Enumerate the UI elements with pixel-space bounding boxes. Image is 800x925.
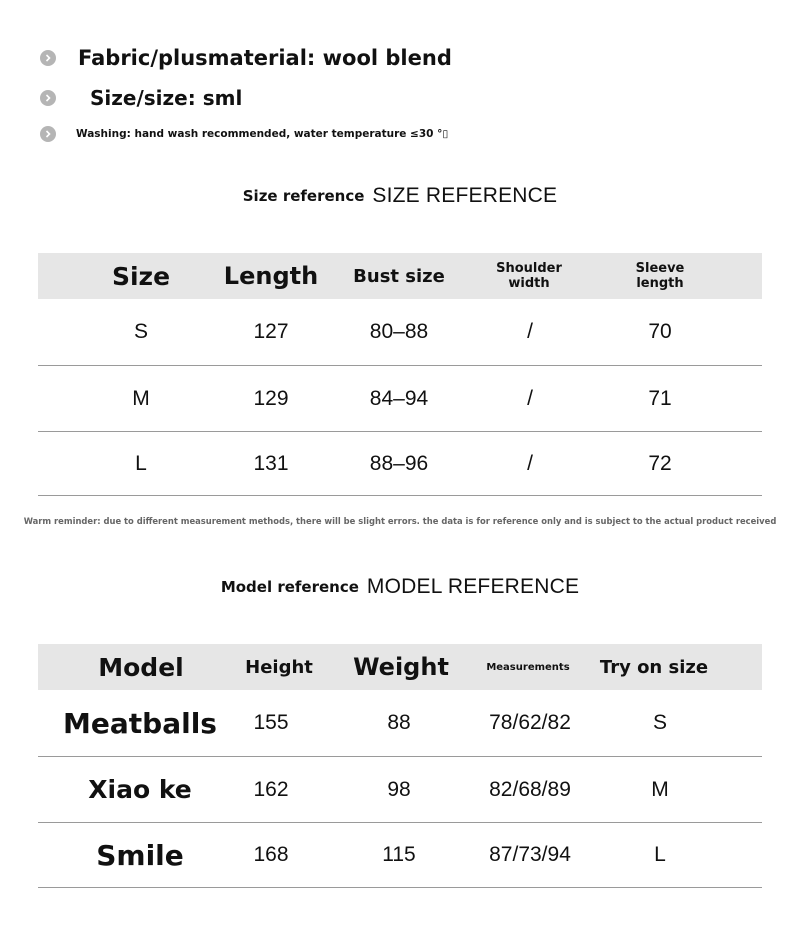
cell-model: Meatballs [63, 706, 217, 740]
cell-length: 129 [253, 386, 289, 410]
header-bust: Bust size [353, 265, 445, 287]
cell-shoulder: / [527, 320, 533, 343]
cell-size: S [133, 320, 148, 343]
cell-measurements: 82/68/89 [489, 777, 571, 801]
header-weight: Weight [353, 653, 449, 681]
cell-model: Smile [96, 838, 184, 872]
washing-line [40, 126, 448, 142]
model-reference-title-zh: Model reference [220, 578, 359, 596]
size-reference-title-en: SIZE REFERENCE [372, 184, 558, 207]
cell-weight: 88 [387, 711, 411, 734]
chevron-right-icon [40, 90, 56, 106]
size-text: Size/size: sml [90, 86, 243, 110]
chevron-right-icon [40, 50, 56, 66]
cell-size: M [132, 386, 150, 410]
header-sleeve: Sleeve length [635, 261, 685, 291]
cell-length: 127 [253, 320, 289, 343]
cell-model: Xiao ke [88, 775, 192, 804]
table-row [38, 366, 762, 432]
size-reference-title [0, 184, 800, 208]
cell-weight: 98 [387, 777, 411, 801]
cell-sleeve: 71 [648, 386, 672, 410]
warm-reminder: Warm reminder: due to different measurement methods, there will be slight errors. the data is for reference only and is subject to the actual product received [23, 516, 777, 526]
size-line [40, 86, 242, 110]
header-measurements: Measurements [486, 661, 570, 673]
table-row [38, 823, 762, 888]
cell-length: 131 [253, 451, 289, 475]
size-reference-title-zh: Size reference [242, 187, 365, 205]
header-height: Height [245, 656, 313, 678]
cell-measurements: 87/73/94 [489, 843, 571, 866]
header-try-on-size: Try on size [599, 656, 709, 678]
chevron-right-icon [40, 126, 56, 142]
size-table-header [38, 253, 762, 299]
table-row [38, 299, 762, 366]
cell-try-on-size: S [652, 711, 667, 734]
model-table [38, 644, 762, 888]
cell-bust: 88–96 [369, 451, 429, 475]
table-row [38, 757, 762, 823]
cell-height: 168 [253, 843, 289, 866]
size-table [38, 253, 762, 496]
cell-size: L [135, 451, 147, 475]
cell-height: 162 [253, 777, 289, 801]
cell-bust: 84–94 [369, 386, 429, 410]
cell-measurements: 78/62/82 [489, 711, 571, 734]
fabric-text: Fabric/plusmaterial: wool blend [78, 46, 452, 70]
model-reference-title-en: MODEL REFERENCE [366, 575, 580, 598]
header-model: Model [98, 652, 184, 682]
model-table-header [38, 644, 762, 690]
header-length: Length [223, 262, 319, 290]
cell-bust: 80–88 [369, 320, 429, 343]
table-row [38, 432, 762, 496]
cell-weight: 115 [382, 843, 416, 866]
cell-shoulder: / [527, 451, 533, 475]
model-reference-title [0, 575, 800, 599]
washing-text: Washing: hand wash recommended, water temperature ≤30 °▯ [76, 128, 449, 140]
cell-sleeve: 70 [648, 320, 672, 343]
fabric-line [40, 46, 452, 70]
header-shoulder: Shoulder width [496, 261, 562, 291]
cell-try-on-size: L [654, 843, 666, 866]
cell-shoulder: / [527, 386, 533, 410]
table-row [38, 690, 762, 757]
header-size: Size [111, 261, 171, 291]
cell-try-on-size: M [651, 777, 669, 801]
cell-sleeve: 72 [648, 451, 672, 475]
cell-height: 155 [253, 711, 289, 734]
